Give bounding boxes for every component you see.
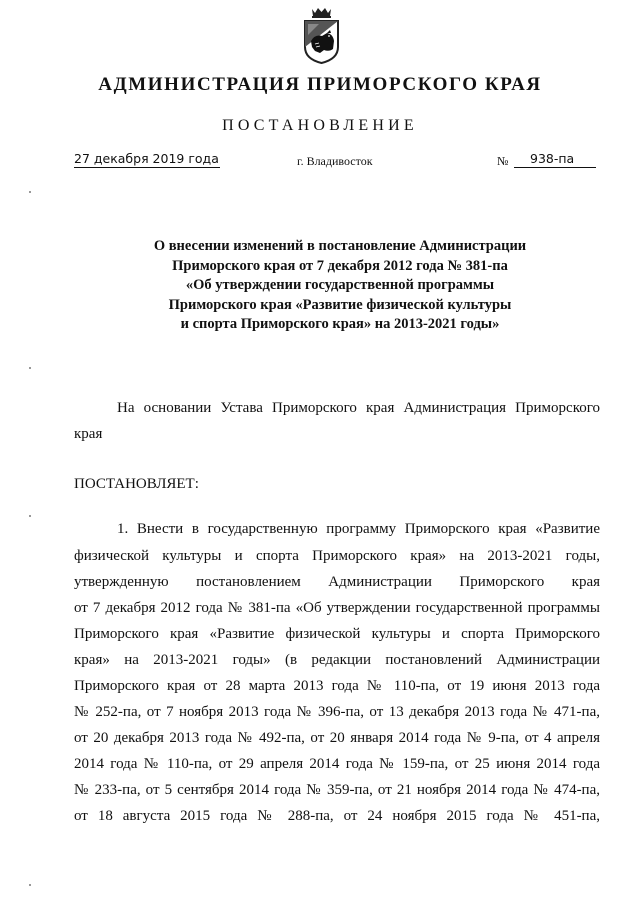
paragraph-line: Приморского края от 28 марта 2013 года № 110-па, от 19 июня 2013 года — [74, 678, 600, 694]
document-number: 938-па — [514, 151, 596, 168]
paragraph-line: края» на 2013-2021 годы» (в редакции постановлений Администрации — [74, 652, 600, 668]
paragraph-line: Приморского края «Развитие физической культуры и спорта Приморского — [74, 626, 600, 642]
paragraph-line: физической культуры и спорта Приморского края» на 2013-2021 годы, — [74, 548, 600, 564]
basis-line: На основании Устава Приморского края Администрация Приморского — [117, 400, 600, 416]
scan-mark — [29, 884, 31, 886]
paragraph-line: от 7 декабря 2012 года № 381-па «Об утверждении государственной программы — [74, 600, 600, 616]
coat-of-arms-icon — [303, 7, 340, 65]
paragraph-line: от 20 декабря 2013 года № 492-па, от 20 января 2014 года № 9-па, от 4 апреля — [74, 730, 600, 746]
paragraph-line: от 18 августа 2015 года № 288-па, от 24 ноября 2015 года № 451-па, — [74, 808, 600, 824]
organization-name: АДМИНИСТРАЦИЯ ПРИМОРСКОГО КРАЯ — [98, 74, 542, 95]
scan-mark — [29, 191, 31, 193]
paragraph-line: № 252-па, от 7 ноября 2013 года № 396-па, от 13 декабря 2013 года № 471-па, — [74, 704, 600, 720]
basis-line: края — [74, 426, 103, 442]
title-line: Приморского края «Развитие физической культуры — [168, 296, 512, 313]
title-line: «Об утверждении государственной программы — [185, 277, 495, 293]
number-sign: № — [497, 154, 509, 168]
paragraph-line: 2014 года № 110-па, от 29 апреля 2014 года № 159-па, от 25 июня 2014 года — [74, 756, 600, 772]
decree-word: ПОСТАНОВЛЯЕТ: — [74, 476, 199, 492]
document-city: г. Владивосток — [297, 154, 373, 168]
document-type: ПОСТАНОВЛЕНИЕ — [222, 117, 418, 134]
scan-mark — [29, 367, 31, 369]
document-date: 27 декабря 2019 года — [74, 151, 219, 166]
paragraph-line: № 233-па, от 5 сентября 2014 года № 359-па, от 21 ноября 2014 года № 474-па, — [74, 782, 600, 798]
title-line: и спорта Приморского края» на 2013-2021 годы» — [180, 316, 500, 332]
paragraph-line: 1. Внести в государственную программу Приморского края «Развитие — [117, 521, 600, 537]
scan-mark — [29, 515, 31, 517]
title-line: О внесении изменений в постановление Администрации — [153, 238, 527, 254]
paragraph-line: утвержденную постановлением Администрации Приморского края — [74, 574, 600, 590]
document-title — [0, 237, 640, 335]
title-line: Приморского края от 7 декабря 2012 года № 381-па — [172, 257, 508, 274]
